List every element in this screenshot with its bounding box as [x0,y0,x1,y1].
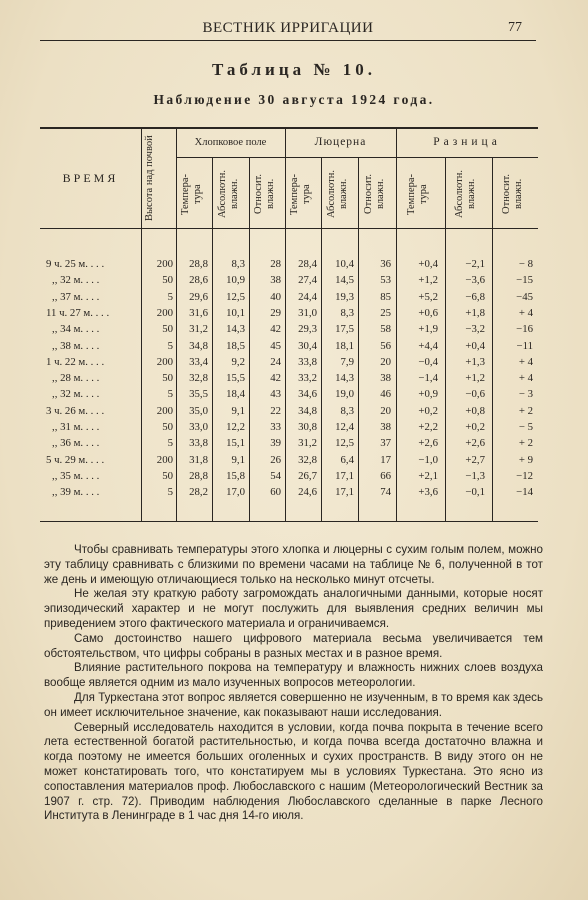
cell-cotton-temp: 35,0 [189,404,208,417]
cell-time: ,, 31 м. . . . [52,421,100,433]
cell-diff-abs: −2,1 [465,258,485,270]
cell-diff-rel: + 9 [518,453,533,466]
cell-lucerne-rel: 85 [380,290,391,303]
cell-cotton-abs: 8,3 [231,258,245,270]
cell-lucerne-rel: 36 [380,258,391,270]
subheader-cotton-rel: Относит. влажн. [253,174,276,215]
cell-lucerne-rel: 66 [380,469,391,482]
col-rule [285,127,286,522]
col-rule [396,127,397,522]
cell-lucerne-abs: 8,3 [340,306,354,319]
subheader-lucerne-abs: Абсолютн. влажн. [326,170,349,218]
header-bottom-rule [40,228,538,229]
subheader-lucerne-temp: Темпера- тура [289,173,312,215]
cell-height: 5 [167,339,173,352]
cell-lucerne-temp: 34,8 [298,404,317,417]
subheader-diff-temp: Темпера- тура [406,173,429,215]
page-number: 77 [508,20,522,35]
cell-lucerne-abs: 6,4 [340,453,354,466]
table-subtitle: Наблюдение 30 августа 1924 года. [153,92,435,107]
cell-height: 200 [156,453,173,466]
cell-diff-temp: +0,9 [418,388,438,401]
paragraph: Северный исследователь находится в условии, когда почва покрыта в течение всего лета естественной богатой растительностью, и когда почва всегда достаточно влажна и когда поэтому не имеется больших оголенных и сухих пространств. В виду этого он не может констатировать того, что констатируем мы в условиях Туркестана. Это ясно из сопоставления материалов проф. Любославского с нашим (Метеорологический Вестник за 1907 г. стр. 72). Приводим наблюдения Любославского сделанные в парке Лесного Института в Ленинграде в 1 час дня 14-го июля. [44,720,543,823]
col-rule [141,127,142,522]
cell-height: 200 [156,258,173,270]
group-header-cotton: Хлопковое поле [194,137,267,148]
cell-diff-abs: −0,6 [465,388,485,401]
cell-lucerne-temp: 33,8 [298,355,317,368]
cell-time: ,, 28 м. . . . [52,372,100,385]
cell-time: ,, 37 м. . . . [52,290,100,303]
cell-diff-abs: −0,1 [465,486,485,499]
cell-time: ,, 34 м. . . . [52,323,100,336]
cell-diff-temp: +4,4 [418,339,438,352]
cell-lucerne-abs: 12,5 [335,437,354,450]
cell-lucerne-abs: 14,3 [335,372,354,385]
cell-cotton-temp: 31,2 [189,323,208,336]
cell-time: 5 ч. 29 м. . . . [46,453,105,466]
cell-cotton-temp: 29,6 [189,290,208,303]
cell-cotton-rel: 45 [270,339,281,352]
cell-height: 50 [162,372,173,385]
cell-cotton-abs: 17,0 [226,486,245,499]
cell-lucerne-temp: 33,2 [298,372,317,385]
col-rule [492,157,493,522]
cell-diff-rel: −11 [516,339,533,352]
cell-lucerne-temp: 32,8 [298,453,317,466]
cell-height: 200 [156,355,173,368]
cell-diff-rel: + 4 [518,306,533,319]
cell-cotton-rel: 39 [270,437,281,450]
cell-height: 5 [167,388,173,401]
cell-height: 50 [162,469,173,482]
cell-diff-temp: +1,2 [418,274,438,287]
cell-lucerne-abs: 17,1 [335,486,354,499]
subheader-lucerne-rel: Относит. влажн. [363,174,386,215]
cell-time: 11 ч. 27 м. . . . [46,306,110,319]
cell-cotton-rel: 40 [270,290,281,303]
table-title: Таблица № 10. [212,60,376,79]
cell-lucerne-temp: 31,2 [298,437,317,450]
cell-cotton-rel: 42 [270,372,281,385]
cell-diff-temp: +2,6 [418,437,438,450]
group-header-lucerne: Люцерна [314,136,367,148]
cell-time: ,, 38 м. . . . [52,339,100,352]
cell-cotton-temp: 28,8 [189,469,208,482]
group-header-difference: Разница [433,136,501,148]
cell-diff-abs: −3,2 [465,323,485,336]
cell-cotton-abs: 12,5 [226,290,245,303]
cell-cotton-rel: 33 [270,421,281,433]
paragraph: Влияние растительного покрова на температуру и влажность нижних слоев воздуха вообще является одним из мало изученных вопросов метеорологии. [44,661,543,690]
cell-lucerne-abs: 14,5 [335,274,354,287]
cell-diff-rel: −16 [516,323,533,336]
cell-cotton-temp: 33,8 [189,437,208,450]
cell-diff-temp: +0,2 [418,404,438,417]
cell-height: 5 [167,290,173,303]
cell-diff-abs: +2,6 [465,437,485,450]
cell-diff-temp: +1,9 [418,323,438,336]
cell-lucerne-temp: 29,3 [298,323,317,336]
cell-height: 200 [156,306,173,319]
subheader-cotton-temp: Темпера- тура [180,173,203,215]
col-rule [212,157,213,522]
cell-height: 5 [167,486,173,499]
cell-lucerne-abs: 17,1 [335,469,354,482]
cell-lucerne-rel: 17 [380,453,391,466]
cell-diff-temp: +2,1 [418,469,438,482]
cell-diff-rel: −14 [516,486,533,499]
cell-diff-abs: +1,3 [465,355,485,368]
cell-lucerne-rel: 37 [380,437,391,450]
cell-diff-temp: −1,4 [418,372,438,385]
cell-cotton-rel: 24 [270,355,281,368]
cell-time: 3 ч. 26 м. . . . [46,404,105,417]
cell-cotton-rel: 29 [270,306,281,319]
cell-lucerne-abs: 8,3 [340,404,354,417]
cell-lucerne-temp: 30,4 [298,339,317,352]
col-rule [445,157,446,522]
cell-cotton-abs: 10,9 [226,274,245,287]
paragraph: Само достоинство нашего цифрового материала весьма увеличивается тем обстоятельством, что цифры собраны в разных местах и в разное время. [44,631,543,660]
cell-diff-rel: − 8 [518,258,533,270]
cell-height: 200 [156,404,173,417]
cell-cotton-temp: 28,2 [189,486,208,499]
cell-diff-abs: +0,8 [465,404,485,417]
cell-lucerne-rel: 53 [380,274,391,287]
cell-diff-abs: −3,6 [465,274,485,287]
cell-diff-temp: +2,2 [418,421,438,433]
cell-diff-rel: + 2 [518,404,533,417]
cell-time: ,, 36 м. . . . [52,437,100,450]
cell-lucerne-temp: 28,4 [298,258,317,270]
col-rule [358,157,359,522]
col-rule [249,157,250,522]
cell-cotton-rel: 54 [270,469,281,482]
cell-cotton-temp: 35,5 [189,388,208,401]
subheader-diff-abs: Абсолютн. влажн. [454,170,477,218]
cell-diff-rel: + 4 [518,355,533,368]
paragraph: Не желая эту краткую работу загромождать аналогичными данными, которые носят эпизодический характер и не могут послужить для выявления средних величин мы приведением этого фактического материала и ограничиваемся. [44,587,543,630]
cell-lucerne-abs: 18,1 [335,339,354,352]
cell-lucerne-temp: 30,8 [298,421,317,433]
cell-diff-abs: +1,2 [465,372,485,385]
cell-diff-rel: −12 [516,469,533,482]
cell-cotton-temp: 33,4 [189,355,208,368]
cell-cotton-abs: 9,1 [231,453,245,466]
cell-lucerne-temp: 26,7 [298,469,317,482]
cell-diff-rel: + 4 [518,372,533,385]
cell-diff-abs: +0,4 [465,339,485,352]
cell-cotton-rel: 28 [270,258,281,270]
cell-cotton-rel: 38 [270,274,281,287]
cell-cotton-abs: 15,8 [226,469,245,482]
journal-title: ВЕСТНИК ИРРИГАЦИИ [202,20,374,36]
subheader-diff-rel: Относит. влажн. [501,174,524,215]
cell-cotton-rel: 26 [270,453,281,466]
cell-height: 50 [162,421,173,433]
cell-cotton-temp: 31,8 [189,453,208,466]
cell-lucerne-abs: 19,3 [335,290,354,303]
cell-lucerne-temp: 24,4 [298,290,317,303]
cell-cotton-temp: 34,8 [189,339,208,352]
cell-lucerne-abs: 7,9 [340,355,354,368]
cell-cotton-rel: 42 [270,323,281,336]
subheader-cotton-abs: Абсолютн. влажн. [217,170,240,218]
cell-diff-temp: +3,6 [418,486,438,499]
cell-lucerne-abs: 10,4 [335,258,354,270]
cell-diff-rel: + 2 [518,437,533,450]
running-head [40,18,536,40]
cell-cotton-abs: 18,5 [226,339,245,352]
col-rule [176,127,177,522]
col-header-time: ВРЕМЯ [62,171,119,185]
cell-cotton-abs: 10,1 [226,306,245,319]
cell-cotton-abs: 12,2 [226,421,245,433]
cell-diff-rel: −45 [516,290,533,303]
cell-diff-temp: +0,6 [418,306,438,319]
cell-diff-abs: +1,8 [465,306,485,319]
cell-lucerne-rel: 38 [380,421,391,433]
col-rule [321,157,322,522]
cell-cotton-abs: 18,4 [226,388,245,401]
cell-diff-rel: − 3 [518,388,533,401]
cell-cotton-temp: 32,8 [189,372,208,385]
cell-lucerne-rel: 58 [380,323,391,336]
cell-lucerne-abs: 17,5 [335,323,354,336]
cell-lucerne-temp: 31,0 [298,306,317,319]
group-rule [176,157,538,158]
cell-time: ,, 32 м. . . . [52,388,100,401]
cell-cotton-temp: 28,8 [189,258,208,270]
paragraph: Чтобы сравнивать температуры этого хлопка и люцерны с сухим голым полем, можно эту таблицу сравнивать с близкими по времени часами на таблице № 6, полученной в тот же день и имеющую отличающиеся только на несколько минут отсчеты. [44,543,543,586]
cell-diff-temp: −0,4 [418,355,438,368]
cell-cotton-abs: 9,1 [231,404,245,417]
cell-lucerne-rel: 20 [380,404,391,417]
cell-cotton-abs: 15,1 [226,437,245,450]
cell-lucerne-rel: 38 [380,372,391,385]
cell-cotton-abs: 14,3 [226,323,245,336]
cell-lucerne-temp: 34,6 [298,388,317,401]
cell-time: ,, 39 м. . . . [52,486,100,499]
paragraph: Для Туркестана этот вопрос является совершенно не изученным, в то время как здесь он имеет исключительное значение, как показывают наши исследования. [44,690,543,719]
cell-time: 1 ч. 22 м. . . . [46,355,105,368]
cell-diff-abs: +0,2 [465,421,485,433]
cell-time: 9 ч. 25 м. . . . [46,258,105,270]
cell-diff-temp: +0,4 [418,258,438,270]
cell-diff-rel: −15 [516,274,533,287]
cell-cotton-rel: 22 [270,404,281,417]
cell-time: ,, 35 м. . . . [52,469,100,482]
header-rule [40,40,536,41]
cell-diff-rel: − 5 [518,421,533,433]
cell-lucerne-abs: 19,0 [335,388,354,401]
cell-cotton-rel: 60 [270,486,281,499]
col-header-height: Высота над почвой [144,135,155,221]
cell-cotton-abs: 9,2 [231,355,245,368]
cell-lucerne-rel: 56 [380,339,391,352]
cell-diff-abs: −6,8 [465,290,485,303]
cell-height: 50 [162,323,173,336]
cell-time: ,, 32 м. . . . [52,274,100,287]
cell-cotton-temp: 33,0 [189,421,208,433]
cell-lucerne-rel: 46 [380,388,391,401]
cell-lucerne-rel: 25 [380,306,391,319]
cell-cotton-abs: 15,5 [226,372,245,385]
cell-height: 5 [167,437,173,450]
cell-cotton-rel: 43 [270,388,281,401]
cell-cotton-temp: 31,6 [189,306,208,319]
cell-lucerne-temp: 27,4 [298,274,317,287]
cell-lucerne-rel: 20 [380,355,391,368]
cell-lucerne-abs: 12,4 [335,421,354,433]
cell-height: 50 [162,274,173,287]
cell-diff-abs: +2,7 [465,453,485,466]
cell-diff-temp: +5,2 [418,290,438,303]
observation-table [40,127,538,522]
cell-diff-temp: −1,0 [418,453,438,466]
article-text [44,543,543,824]
cell-lucerne-temp: 24,6 [298,486,317,499]
cell-cotton-temp: 28,6 [189,274,208,287]
cell-lucerne-rel: 74 [380,486,391,499]
cell-diff-abs: −1,3 [465,469,485,482]
